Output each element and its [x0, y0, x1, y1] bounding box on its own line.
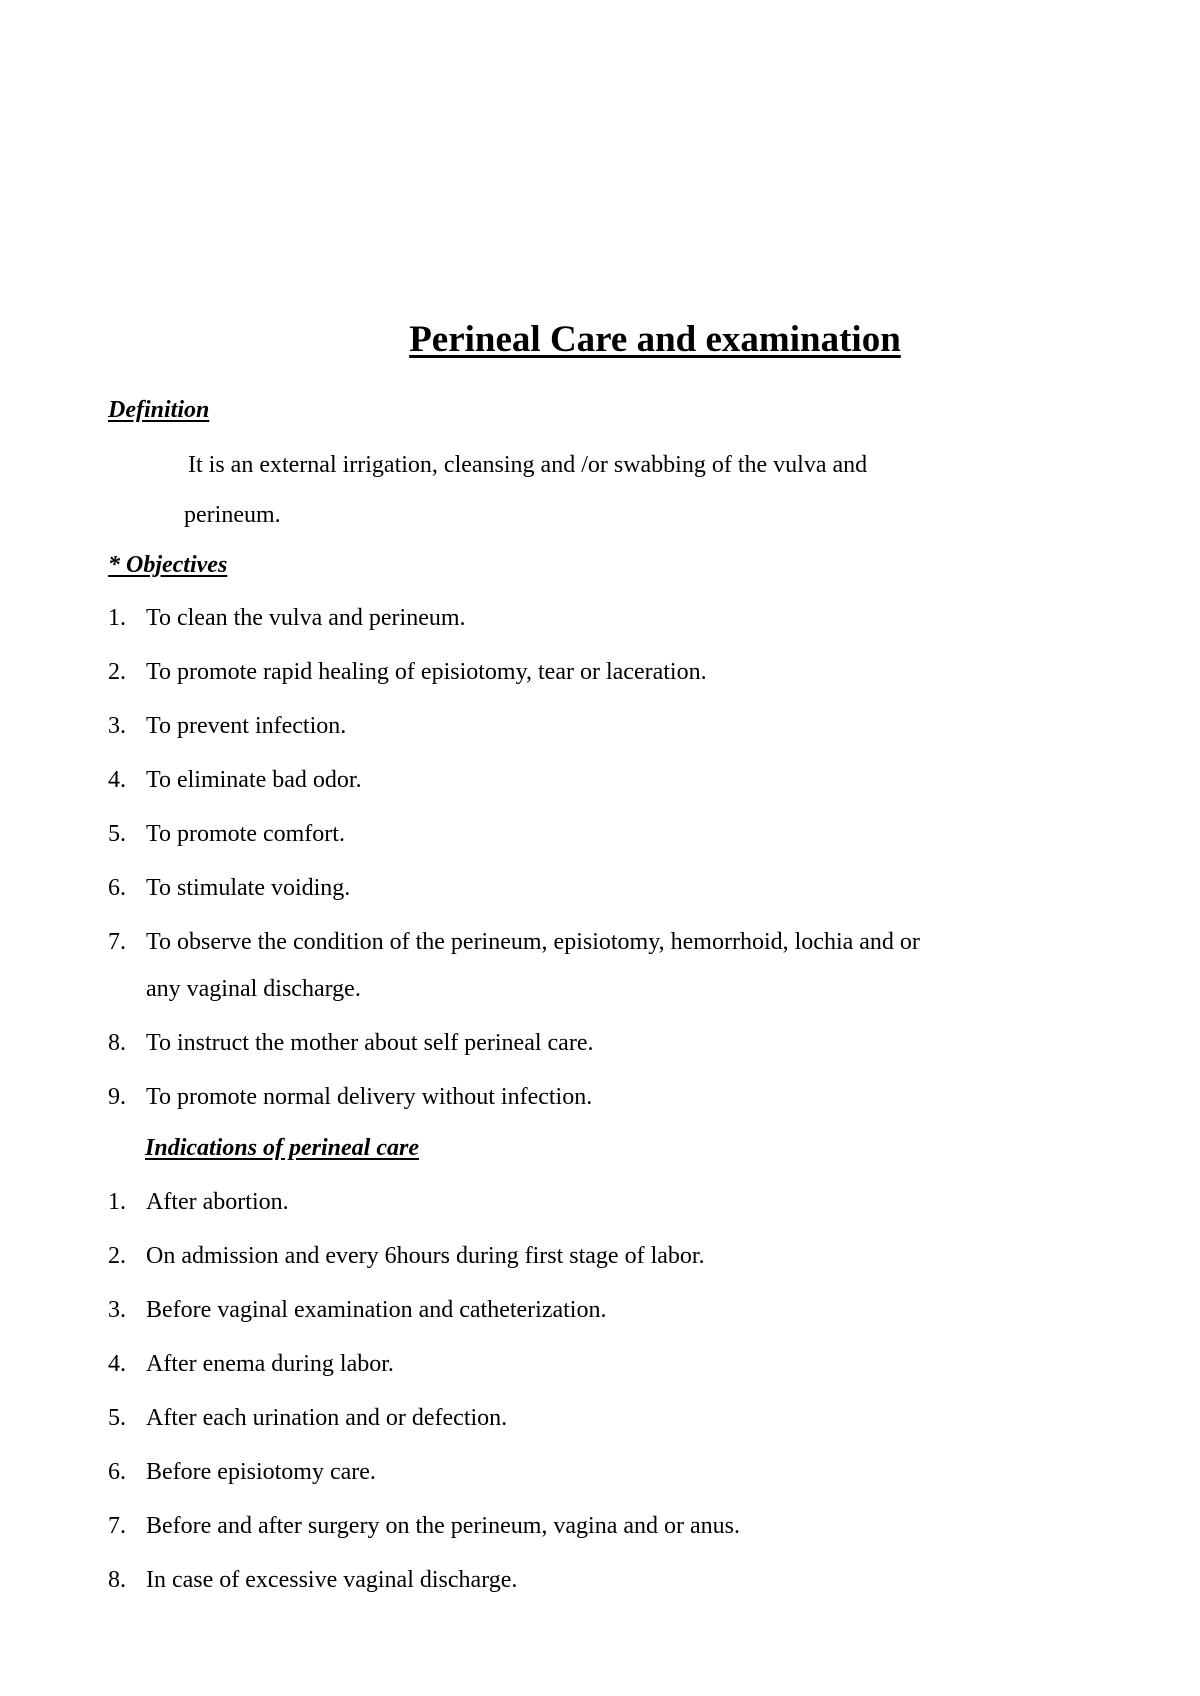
indication-number: 8. [108, 1567, 126, 1593]
objective-number: 8. [108, 1030, 126, 1056]
indication-text: After abortion. [146, 1189, 289, 1215]
objective-number: 7. [108, 929, 126, 955]
objective-item [108, 927, 920, 1028]
definition-text-line-1: It is an external irrigation, cleansing and /or swabbing of the vulva and [188, 452, 868, 478]
objective-number: 6. [108, 875, 126, 901]
objective-text: To clean the vulva and perineum. [146, 605, 466, 631]
objective-number: 3. [108, 713, 126, 739]
objective-text: To instruct the mother about self perineal care. [146, 1030, 594, 1056]
indication-number: 7. [108, 1513, 126, 1539]
definition-text-line-2: perineum. [184, 502, 281, 528]
indication-number: 6. [108, 1459, 126, 1485]
definition-heading: Definition [108, 397, 210, 423]
indication-text: After enema during labor. [146, 1351, 394, 1377]
indication-text: In case of excessive vaginal discharge. [146, 1567, 518, 1593]
objective-text: To promote normal delivery without infection. [146, 1084, 593, 1110]
objective-item [108, 1082, 920, 1136]
objective-number: 4. [108, 767, 126, 793]
indication-item [108, 1187, 740, 1241]
objective-number: 5. [108, 821, 126, 847]
indication-number: 3. [108, 1297, 126, 1323]
indication-item [108, 1565, 740, 1619]
indication-text: Before vaginal examination and catheterization. [146, 1297, 607, 1323]
indication-item [108, 1241, 740, 1295]
objective-text: To stimulate voiding. [146, 875, 351, 901]
indication-item [108, 1403, 740, 1457]
indication-number: 5. [108, 1405, 126, 1431]
indication-text: After each urination and or defection. [146, 1405, 508, 1431]
objective-number: 2. [108, 659, 126, 685]
indication-item [108, 1457, 740, 1511]
objective-item [108, 873, 920, 927]
objective-item [108, 819, 920, 873]
objective-item [108, 603, 920, 657]
objective-text-continued: any vaginal discharge. [146, 976, 361, 1002]
objective-item [108, 711, 920, 765]
indication-number: 2. [108, 1243, 126, 1269]
objective-item [108, 657, 920, 711]
indication-text: Before episiotomy care. [146, 1459, 376, 1485]
indications-list [108, 1187, 740, 1619]
objective-text: To eliminate bad odor. [146, 767, 362, 793]
indication-item [108, 1349, 740, 1403]
page-title: Perineal Care and examination [409, 319, 901, 360]
indication-number: 4. [108, 1351, 126, 1377]
indication-item [108, 1511, 740, 1565]
objective-number: 1. [108, 605, 126, 631]
objective-text: To observe the condition of the perineum, episiotomy, hemorrhoid, lochia and or [146, 929, 920, 955]
objective-item [108, 1028, 920, 1082]
objective-text: To promote rapid healing of episiotomy, tear or laceration. [146, 659, 707, 685]
objective-text: To prevent infection. [146, 713, 347, 739]
objective-text: To promote comfort. [146, 821, 345, 847]
indication-text: On admission and every 6hours during first stage of labor. [146, 1243, 705, 1269]
objectives-list [108, 603, 920, 1136]
indication-item [108, 1295, 740, 1349]
indication-text: Before and after surgery on the perineum, vagina and or anus. [146, 1513, 741, 1539]
objective-item [108, 765, 920, 819]
objective-number: 9. [108, 1084, 126, 1110]
objectives-heading: * Objectives [108, 552, 228, 578]
indication-number: 1. [108, 1189, 126, 1215]
indications-heading: Indications of perineal care [145, 1135, 419, 1161]
